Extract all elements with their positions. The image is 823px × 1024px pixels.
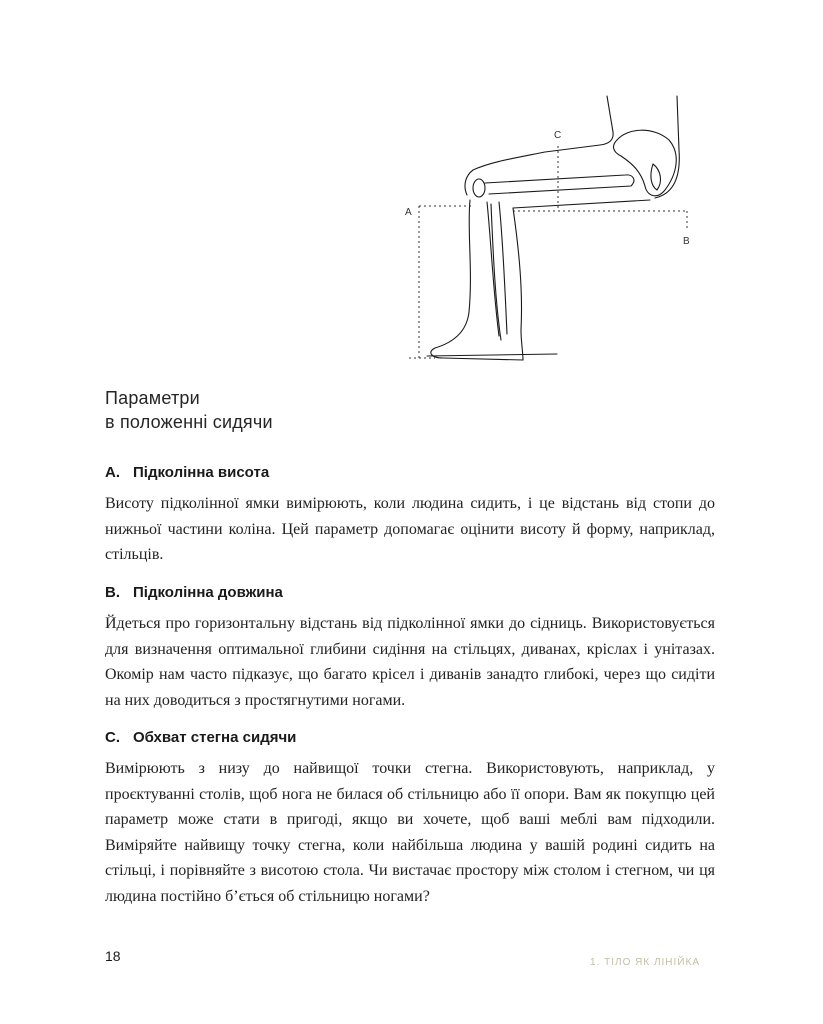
section-a-title-text: Підколінна висота	[133, 464, 270, 481]
shin-back	[513, 208, 523, 360]
running-head: 1. ТІЛО ЯК ЛІНІЙКА	[590, 957, 700, 968]
section-c-title-text: Обхват стегна сидячи	[133, 729, 297, 746]
tibia-bone-2	[499, 202, 507, 334]
torso-outline	[545, 96, 613, 152]
seated-leg-illustration	[395, 90, 705, 370]
section-a	[105, 463, 715, 568]
tibia-bone	[487, 202, 499, 336]
shin-front	[431, 200, 523, 360]
section-b	[105, 583, 715, 713]
label-c: C	[554, 130, 562, 141]
page-number: 18	[105, 948, 121, 964]
femur-bone	[485, 175, 634, 194]
section-c-letter: C.	[105, 729, 120, 746]
section-c-text: Вимірюють з низу до найвищої точки стегна. Використовують, наприклад, у проєктуванні столів, щоб нога не билася об стільницю або її опори. Вам як покупцю цей параметр може стати в пригоді, якщо ви хочете, щоб ваші меблі вам підходили. Виміряйте найвищу точку стегна, коли найбільша людина у вашій родині сидить на стільці, і порівняйте з висотою стола. Чи вистачає простору між столом і стегном, чи ця людина постійно б’ється об стільницю ногами?	[105, 760, 715, 905]
label-a: A	[405, 207, 412, 218]
floor-line	[427, 354, 557, 356]
section-b-title	[105, 583, 715, 603]
section-c-title	[105, 728, 715, 748]
section-a-letter: A.	[105, 464, 120, 481]
section-b-title-text: Підколінна довжина	[133, 584, 283, 601]
pelvis-inner	[651, 164, 661, 190]
label-b: B	[683, 236, 690, 247]
section-heading	[105, 386, 273, 434]
section-c	[105, 728, 715, 909]
thigh-upper	[465, 152, 545, 195]
thigh-lower	[513, 200, 650, 208]
section-a-text: Висоту підколінної ямки вимірюють, коли людина сидить, і це відстань від стопи до нижньої частини коліна. Цей параметр допомагає оцінити висоту й форму, наприклад, стільців.	[105, 495, 715, 563]
kneecap	[473, 179, 485, 197]
section-b-text: Йдеться про горизонтальну відстань від підколінної ямки до сідниць. Використовується для визначення оптимальної глибини сидіння на стільцях, диванах, кріслах і унітазах. Окомір нам часто підказує, що багато крісел і диванів занадто глибокі, через що сидіти на них доводиться з простягнутими ногами.	[105, 615, 715, 709]
heading-line-1: Параметри	[105, 388, 200, 408]
heading-line-2: в положенні сидячи	[105, 412, 273, 432]
section-b-letter: B.	[105, 584, 120, 601]
seat-back-line	[655, 96, 679, 198]
section-a-title	[105, 463, 715, 483]
